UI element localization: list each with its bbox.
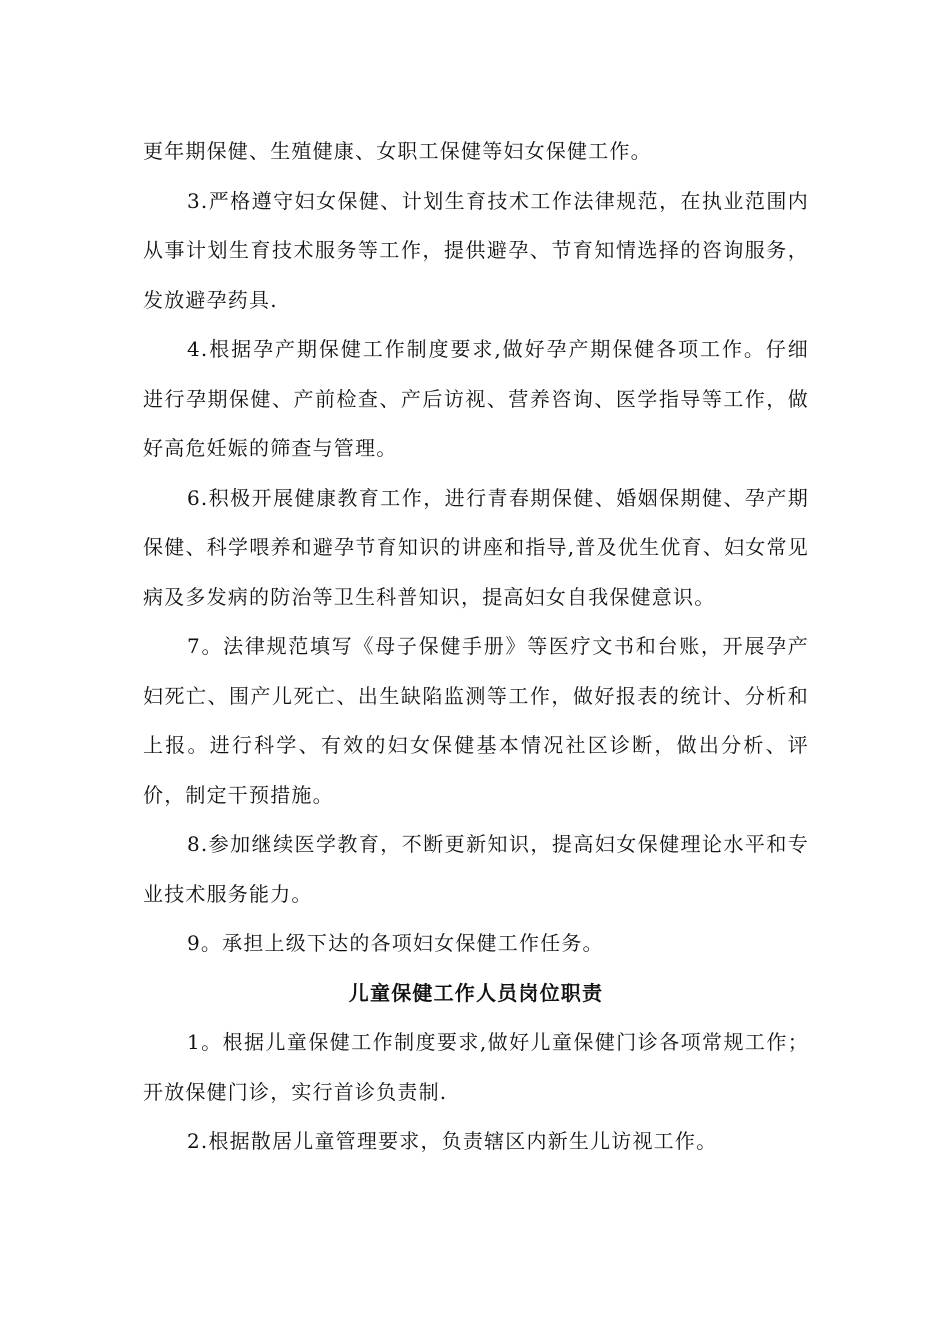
- document-body: [143, 127, 809, 1167]
- paragraph-item-6: 6.积极开展健康教育工作，进行青春期保健、婚姻保期健、孕产期保健、科学喂养和避孕节育知识的讲座和指导,普及优生优育、妇女常见病及多发病的防治等卫生科普知识，提高妇女自我保健意识。: [143, 485, 809, 609]
- paragraph-item-9: 9。承担上级下达的各项妇女保健工作任务。: [187, 931, 604, 955]
- paragraph-continuation: 更年期保健、生殖健康、女职工保健等妇女保健工作。: [143, 139, 652, 163]
- paragraph-item-7: 7。法律规范填写《母子保健手册》等医疗文书和台账，开展孕产妇死亡、围产儿死亡、出生缺陷监测等工作，做好报表的统计、分析和上报。进行科学、有效的妇女保健基本情况社区诊断，做出分析、评价，制定干预措施。: [143, 634, 809, 807]
- paragraph-child-item-2: 2.根据散居儿童管理要求，负责辖区内新生儿访视工作。: [187, 1129, 718, 1153]
- paragraph-child-item-1: 1。根据儿童保健工作制度要求,做好儿童保健门诊各项常规工作；开放保健门诊，实行首诊负责制.: [143, 1030, 809, 1104]
- paragraph-item-8: 8.参加继续医学教育，不断更新知识，提高妇女保健理论水平和专业技术服务能力。: [143, 832, 809, 906]
- section-heading: 儿童保健工作人员岗位职责: [348, 980, 604, 1005]
- paragraph-item-3: 3.严格遵守妇女保健、计划生育技术工作法律规范，在执业范围内从事计划生育技术服务等工作，提供避孕、节育知情选择的咨询服务，发放避孕药具.: [143, 188, 809, 312]
- paragraph-item-4: 4.根据孕产期保健工作制度要求,做好孕产期保健各项工作。仔细进行孕期保健、产前检查、产后访视、营养咨询、医学指导等工作，做好高危妊娠的筛查与管理。: [143, 337, 809, 460]
